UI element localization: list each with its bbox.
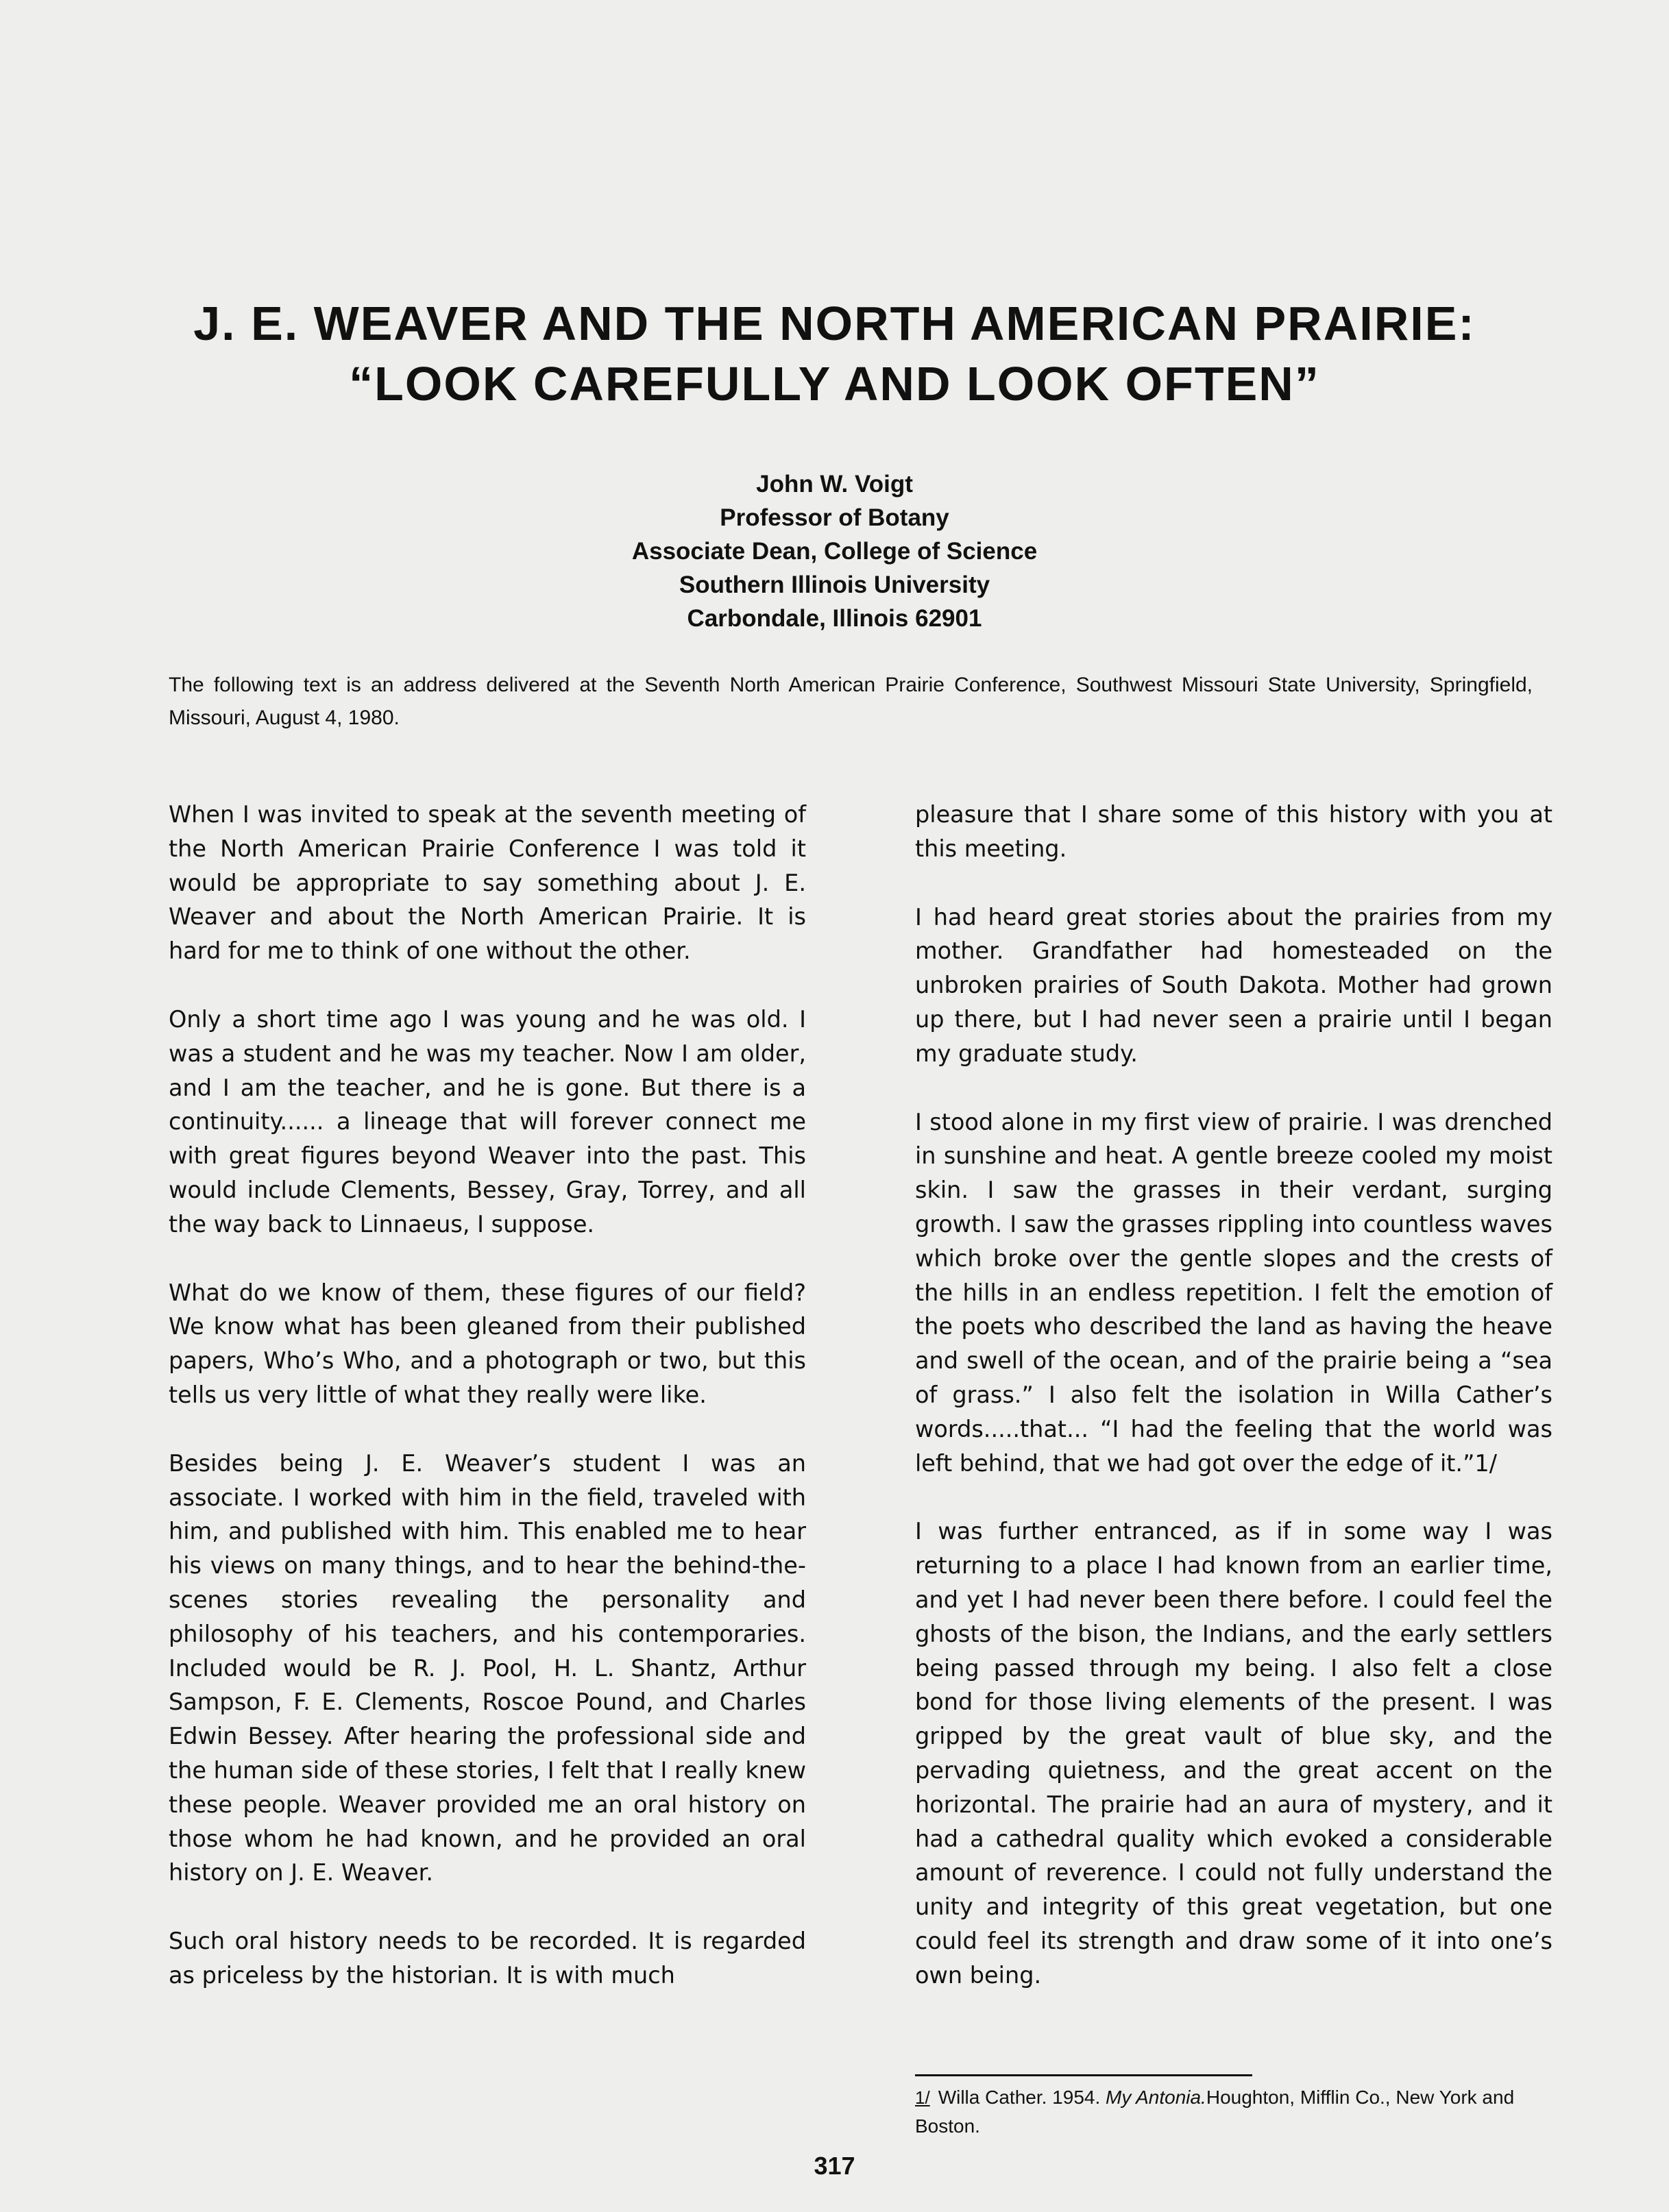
page-number: 317 [814,2152,855,2180]
author-university: Southern Illinois University [679,572,990,598]
paragraph: When I was invited to speak at the seventh meeting of the North American Prairie Conference I was told it would be appropriate to say something about J. E. Weaver and about the North American Prairie. It is hard for me to think of one without the other. [169,801,806,965]
title-line-2: “LOOK CAREFULLY AND LOOK OFTEN” [349,357,1320,410]
title-line-1: J. E. WEAVER AND THE NORTH AMERICAN PRAIRIE: [193,297,1476,350]
paragraph: pleasure that I share some of this history with you at this meeting. [915,801,1552,862]
left-column [169,798,806,2027]
footnote [915,2083,1552,2141]
footnote-title: My Antonia. [1106,2087,1206,2108]
intro-note: The following text is an address delivered at the Seventh North American Prairie Conference, Southwest Missouri State University, Springfield, Missouri, August 4, 1980. [169,674,1533,729]
author-location: Carbondale, Illinois 62901 [687,605,982,632]
author-dean: Associate Dean, College of Science [631,538,1038,565]
paragraph: Only a short time ago I was young and he was old. I was a student and he was my teacher. Now I am older, and I am the teacher, and he is gone. But there is a continuity...... a lineage that will forever connect me with great figures beyond Weaver into the past. This would include Clements, Bessey, Gray, Torrey, and all the way back to Linnaeus, I suppose. [169,1005,806,1238]
footnote-mark: 1/ [915,2087,930,2108]
author-name: John W. Voigt [756,471,913,497]
paragraph: Besides being J. E. Weaver’s student I was an associate. I worked with him in the field, traveled with him, and published with him. This enabled me to hear his views on many things, and to hear the behind-the-scenes stories revealing the personality and philosophy of his teachers, and his contemporaries. Included would be R. J. Pool, H. L. Shantz, Arthur Sampson, F. E. Clements, Roscoe Pound, and Charles Edwin Bessey. After hearing the professional side and the human side of these stories, I felt that I really knew these people. Weaver provided me an oral history on those whom he had known, and he provided an oral history on J. E. Weaver. [169,1449,806,1887]
paragraph: What do we know of them, these figures of our field? We know what has been gleaned from their published papers, Who’s Who, and a photograph or two, but this tells us very little of what they really were like. [169,1279,806,1408]
footnote-divider [915,2074,1252,2076]
right-column [915,798,1552,2027]
paragraph: I was further entranced, as if in some way I was returning to a place I had known from an earlier time, and yet I had never been there before. I could feel the ghosts of the bison, the Indians, and the early settlers being passed through my being. I also felt a close bond for those living elements of the present. I was gripped by the great vault of blue sky, and the pervading quietness, and the great accent on the horizontal. The prairie had an aura of mystery, and it had a cathedral quality which evoked a considerable amount of reverence. I could not fully understand the unity and integrity of this great vegetation, but one could feel its strength and draw some of it into one’s own being. [915,1518,1552,1989]
footnote-text-before: Willa Cather. 1954. [938,2087,1106,2108]
footnote-text-after: Houghton, Mifflin Co., New York and Boston. [915,2087,1515,2137]
paragraph: I stood alone in my first view of prairie. I was drenched in sunshine and heat. A gentle breeze cooled my moist skin. I saw the grasses in their verdant, surging growth. I saw the grasses rippling into countless waves which broke over the gentle slopes and the crests of the hills in an endless repetition. I felt the emotion of the poets who described the land as having the heave and swell of the ocean, and of the prairie being a “sea of grass.” I also felt the isolation in Willa Cather’s words.....that... “I had the feeling that the world was left behind, that we had got over the edge of it.”1/ [915,1108,1552,1477]
paragraph: Such oral history needs to be recorded. It is regarded as priceless by the historian. It is with much [169,1928,806,1989]
author-position: Professor of Botany [720,504,949,531]
paragraph: I had heard great stories about the prairies from my mother. Grandfather had homesteaded on the unbroken prairies of South Dakota. Mother had grown up there, but I had never seen a prairie until I began my graduate study. [915,903,1552,1067]
author-block [0,467,1669,635]
